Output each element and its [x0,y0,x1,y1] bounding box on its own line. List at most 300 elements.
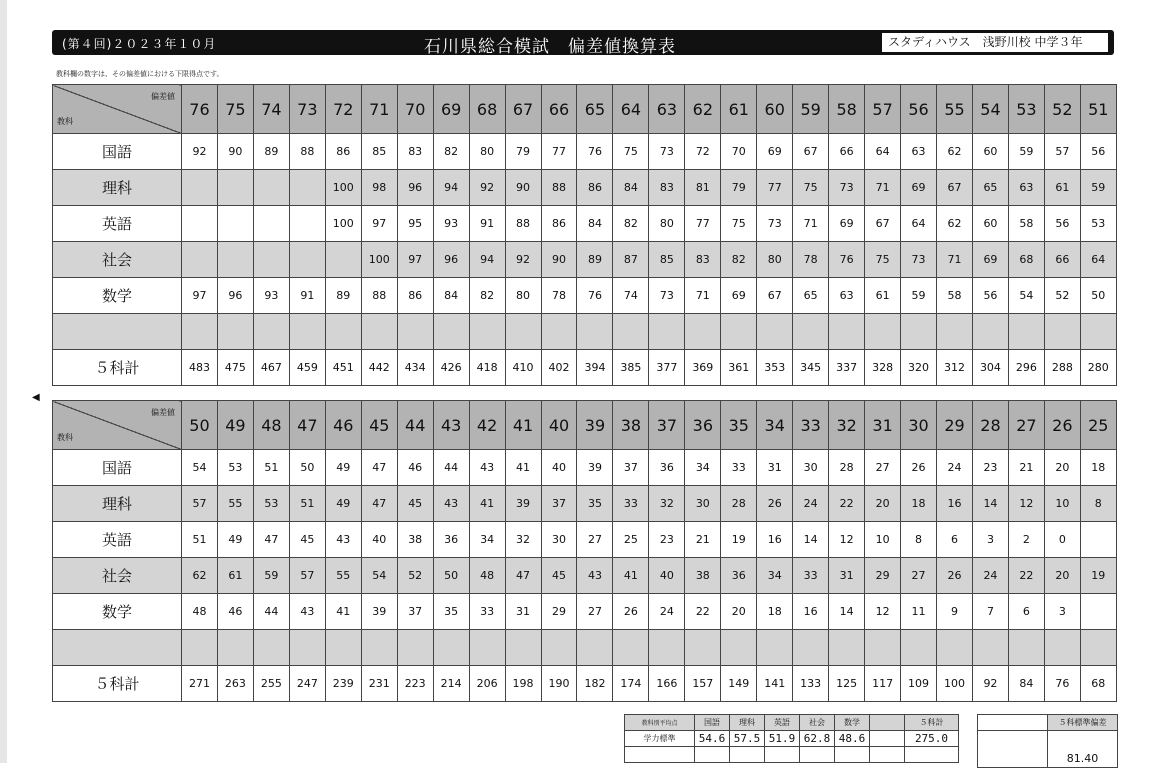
deviation-header: 37 [649,401,685,450]
score-cell: 95 [397,206,433,242]
score-cell: 41 [325,594,361,630]
score-cell: 69 [721,278,757,314]
score-cell: 64 [901,206,937,242]
deviation-header: 51 [1080,85,1116,134]
score-cell: 28 [721,486,757,522]
score-cell: 125 [829,666,865,702]
score-cell: 62 [937,206,973,242]
score-cell: 82 [721,242,757,278]
score-cell: 304 [972,350,1008,386]
score-cell: 19 [1080,558,1116,594]
score-cell: 51 [289,486,325,522]
score-cell: 46 [397,450,433,486]
score-cell: 57 [182,486,218,522]
score-cell: 67 [865,206,901,242]
score-cell [217,170,253,206]
score-cell: 51 [253,450,289,486]
corner-header [53,85,182,134]
score-cell: 141 [757,666,793,702]
deviation-header: 65 [577,85,613,134]
subject-cell [53,630,182,666]
score-cell: 66 [1044,242,1080,278]
score-cell: 27 [865,450,901,486]
deviation-header: 34 [757,401,793,450]
score-cell [1008,314,1044,350]
score-cell: 80 [505,278,541,314]
score-cell [182,242,218,278]
score-cell: 56 [1080,134,1116,170]
table-row [53,134,1117,170]
score-cell: 14 [793,522,829,558]
score-cell: 21 [685,522,721,558]
score-cell: 263 [217,666,253,702]
score-cell [541,630,577,666]
score-cell: 26 [937,558,973,594]
score-cell [217,242,253,278]
score-cell: 10 [865,522,901,558]
deviation-header: 74 [253,85,289,134]
score-cell: 52 [1044,278,1080,314]
score-cell: 94 [433,170,469,206]
score-cell: 49 [325,486,361,522]
score-cell: 377 [649,350,685,386]
score-cell: 27 [577,522,613,558]
score-cell: 33 [721,450,757,486]
score-cell [901,314,937,350]
deviation-header: 44 [397,401,433,450]
score-cell: 20 [1044,558,1080,594]
score-cell: 84 [577,206,613,242]
score-cell: 60 [972,206,1008,242]
score-cell: 18 [1080,450,1116,486]
score-cell: 30 [541,522,577,558]
score-cell: 20 [1044,450,1080,486]
score-cell: 483 [182,350,218,386]
subject-cell: 理科 [53,170,182,206]
score-cell: 89 [253,134,289,170]
left-arrow-icon: ◀ [32,392,40,403]
score-cell: 288 [1044,350,1080,386]
deviation-header: 30 [901,401,937,450]
deviation-header: 73 [289,85,325,134]
score-cell [685,314,721,350]
score-cell [649,630,685,666]
score-cell: 73 [649,278,685,314]
score-cell: 26 [901,450,937,486]
deviation-header: 71 [361,85,397,134]
score-cell: 61 [865,278,901,314]
summary-blank-cell [625,747,695,763]
summary-blank-cell [695,747,730,763]
score-cell: 79 [505,134,541,170]
deviation-header: 64 [613,85,649,134]
score-cell: 100 [325,170,361,206]
score-cell: 434 [397,350,433,386]
score-cell: 73 [649,134,685,170]
score-cell: 46 [217,594,253,630]
score-cell: 166 [649,666,685,702]
score-cell: 8 [901,522,937,558]
score-cell: 22 [829,486,865,522]
summary-value: 275.0 [905,731,959,747]
score-cell [397,314,433,350]
score-cell: 53 [253,486,289,522]
corner-label-deviation: 偏差値 [151,92,175,101]
score-cell [865,314,901,350]
score-cell: 22 [685,594,721,630]
score-cell [649,314,685,350]
score-cell: 64 [865,134,901,170]
score-cell: 84 [1008,666,1044,702]
deviation-header: 68 [469,85,505,134]
score-cell: 59 [253,558,289,594]
score-cell: 2 [1008,522,1044,558]
score-cell: 67 [757,278,793,314]
score-cell: 45 [289,522,325,558]
conversion-table-upper [52,84,1117,386]
score-cell: 3 [972,522,1008,558]
score-cell [289,630,325,666]
std-deviation-box [977,714,1118,768]
score-cell: 41 [613,558,649,594]
score-cell [253,314,289,350]
score-cell: 442 [361,350,397,386]
score-cell [577,630,613,666]
summary-value: 51.9 [765,731,800,747]
score-cell: 88 [289,134,325,170]
score-cell: 23 [649,522,685,558]
score-cell [613,314,649,350]
score-cell: 83 [649,170,685,206]
deviation-header: 48 [253,401,289,450]
score-cell: 20 [721,594,757,630]
score-cell [1080,594,1116,630]
deviation-header: 63 [649,85,685,134]
score-cell: 296 [1008,350,1044,386]
score-cell: 71 [685,278,721,314]
subject-cell: 英語 [53,522,182,558]
score-cell: 43 [577,558,613,594]
score-cell: 89 [325,278,361,314]
score-cell [469,314,505,350]
subject-cell: 社会 [53,242,182,278]
score-cell: 71 [937,242,973,278]
score-cell: 198 [505,666,541,702]
score-cell: 31 [505,594,541,630]
score-cell: 90 [541,242,577,278]
score-cell: 85 [649,242,685,278]
score-cell: 91 [469,206,505,242]
score-cell: 24 [793,486,829,522]
score-cell: 57 [289,558,325,594]
subject-cell: 国語 [53,134,182,170]
score-cell: 475 [217,350,253,386]
score-cell: 80 [469,134,505,170]
score-cell: 12 [1008,486,1044,522]
score-cell: 92 [505,242,541,278]
summary-header: 社会 [800,715,835,731]
score-cell: 149 [721,666,757,702]
score-cell: 36 [649,450,685,486]
deviation-header: 40 [541,401,577,450]
score-cell: 3 [1044,594,1080,630]
subject-cell: ５科計 [53,350,182,386]
score-cell: 23 [972,450,1008,486]
table-row [53,486,1117,522]
score-cell [757,314,793,350]
score-cell: 54 [1008,278,1044,314]
deviation-header: 57 [865,85,901,134]
score-cell: 0 [1044,522,1080,558]
score-cell: 451 [325,350,361,386]
score-cell: 20 [865,486,901,522]
score-cell: 174 [613,666,649,702]
score-cell: 34 [757,558,793,594]
deviation-header: 45 [361,401,397,450]
score-cell: 206 [469,666,505,702]
score-cell [289,314,325,350]
score-cell: 56 [1044,206,1080,242]
score-cell: 74 [613,278,649,314]
score-cell: 14 [972,486,1008,522]
score-cell [505,314,541,350]
score-cell: 100 [361,242,397,278]
score-cell [901,630,937,666]
summary-header: 国語 [695,715,730,731]
corner-header [53,401,182,450]
score-cell: 63 [829,278,865,314]
score-cell: 40 [649,558,685,594]
deviation-header: 39 [577,401,613,450]
score-cell [289,206,325,242]
conversion-table-lower [52,400,1117,702]
score-cell: 418 [469,350,505,386]
score-cell: 50 [433,558,469,594]
score-cell: 18 [757,594,793,630]
score-cell [541,314,577,350]
score-cell: 80 [649,206,685,242]
score-cell [253,206,289,242]
deviation-header: 52 [1044,85,1080,134]
score-cell: 98 [361,170,397,206]
score-cell: 37 [397,594,433,630]
score-cell: 38 [685,558,721,594]
score-cell [721,630,757,666]
score-cell: 58 [937,278,973,314]
score-cell [433,314,469,350]
score-cell: 82 [433,134,469,170]
score-cell: 75 [793,170,829,206]
deviation-header: 43 [433,401,469,450]
score-cell [613,630,649,666]
score-cell: 76 [577,278,613,314]
score-cell: 75 [613,134,649,170]
summary-blank-cell [800,747,835,763]
score-cell: 83 [685,242,721,278]
score-cell: 65 [972,170,1008,206]
score-cell: 78 [793,242,829,278]
score-cell: 76 [577,134,613,170]
score-cell: 54 [361,558,397,594]
deviation-header: 41 [505,401,541,450]
average-score-table [624,714,959,763]
table-row [53,278,1117,314]
score-cell: 10 [1044,486,1080,522]
table-row [53,314,1117,350]
summary-header: 教科別平均点 [625,715,695,731]
score-cell: 43 [469,450,505,486]
score-cell [937,314,973,350]
score-cell: 41 [469,486,505,522]
score-cell: 77 [541,134,577,170]
score-cell [1080,314,1116,350]
table-row [53,558,1117,594]
score-cell: 32 [505,522,541,558]
score-cell: 24 [972,558,1008,594]
score-cell [721,314,757,350]
score-cell: 44 [253,594,289,630]
deviation-header: 38 [613,401,649,450]
score-cell: 70 [721,134,757,170]
summary-value: 57.5 [730,731,765,747]
score-cell: 33 [613,486,649,522]
score-cell: 94 [469,242,505,278]
deviation-header: 76 [182,85,218,134]
score-cell: 9 [937,594,973,630]
score-cell: 157 [685,666,721,702]
score-cell: 72 [685,134,721,170]
score-cell: 84 [433,278,469,314]
summary-blank-cell [905,747,959,763]
score-cell: 394 [577,350,613,386]
score-cell: 50 [1080,278,1116,314]
score-cell: 79 [721,170,757,206]
score-cell: 92 [469,170,505,206]
score-cell: 80 [757,242,793,278]
score-cell: 34 [469,522,505,558]
summary-header [870,715,905,731]
score-cell: 93 [253,278,289,314]
score-cell: 312 [937,350,973,386]
score-cell: 77 [685,206,721,242]
deviation-header: 58 [829,85,865,134]
deviation-header: 69 [433,85,469,134]
score-cell: 410 [505,350,541,386]
score-cell [253,242,289,278]
score-cell [397,630,433,666]
score-cell: 47 [505,558,541,594]
score-cell: 97 [397,242,433,278]
score-cell [182,170,218,206]
score-cell [325,314,361,350]
score-cell: 53 [217,450,253,486]
score-cell: 39 [577,450,613,486]
score-cell: 88 [541,170,577,206]
score-cell [829,630,865,666]
score-cell: 92 [972,666,1008,702]
deviation-header: 28 [972,401,1008,450]
score-cell: 54 [182,450,218,486]
score-cell [577,314,613,350]
deviation-header: 56 [901,85,937,134]
score-cell: 43 [433,486,469,522]
deviation-header: 46 [325,401,361,450]
score-cell: 62 [937,134,973,170]
deviation-header: 49 [217,401,253,450]
score-cell: 62 [182,558,218,594]
score-cell: 86 [541,206,577,242]
score-cell: 6 [937,522,973,558]
score-cell: 47 [361,450,397,486]
score-cell [793,630,829,666]
score-cell [217,630,253,666]
summary-header: 理科 [730,715,765,731]
score-cell: 96 [217,278,253,314]
score-cell: 30 [793,450,829,486]
score-cell: 28 [829,450,865,486]
score-cell: 48 [469,558,505,594]
score-cell: 82 [613,206,649,242]
score-cell: 68 [1080,666,1116,702]
score-cell: 40 [541,450,577,486]
score-cell [433,630,469,666]
score-cell [972,314,1008,350]
score-cell: 57 [1044,134,1080,170]
score-cell: 26 [613,594,649,630]
score-cell: 12 [829,522,865,558]
score-cell: 190 [541,666,577,702]
score-cell [793,314,829,350]
score-cell: 109 [901,666,937,702]
std-deviation-label: ５科標準偏差 [1048,715,1118,731]
score-cell: 38 [397,522,433,558]
score-cell [182,630,218,666]
score-cell: 68 [1008,242,1044,278]
deviation-header: 35 [721,401,757,450]
score-cell: 361 [721,350,757,386]
score-cell: 36 [433,522,469,558]
subject-cell: 社会 [53,558,182,594]
table-row [53,450,1117,486]
score-cell: 239 [325,666,361,702]
score-cell: 32 [649,486,685,522]
score-cell [289,170,325,206]
score-cell [1080,630,1116,666]
score-cell: 59 [901,278,937,314]
score-cell [937,630,973,666]
deviation-header: 54 [972,85,1008,134]
score-cell: 133 [793,666,829,702]
summary-header: ５科計 [905,715,959,731]
table-row [53,206,1117,242]
table-row [53,170,1117,206]
score-cell: 88 [505,206,541,242]
score-cell: 58 [1008,206,1044,242]
subject-cell [53,314,182,350]
deviation-header: 50 [182,401,218,450]
score-cell: 6 [1008,594,1044,630]
summary-blank-cell [730,747,765,763]
score-cell: 49 [325,450,361,486]
subject-cell: 数学 [53,594,182,630]
score-cell: 53 [1080,206,1116,242]
score-cell: 345 [793,350,829,386]
score-cell: 77 [757,170,793,206]
deviation-header: 27 [1008,401,1044,450]
score-cell: 31 [757,450,793,486]
score-cell: 37 [613,450,649,486]
score-cell: 19 [721,522,757,558]
